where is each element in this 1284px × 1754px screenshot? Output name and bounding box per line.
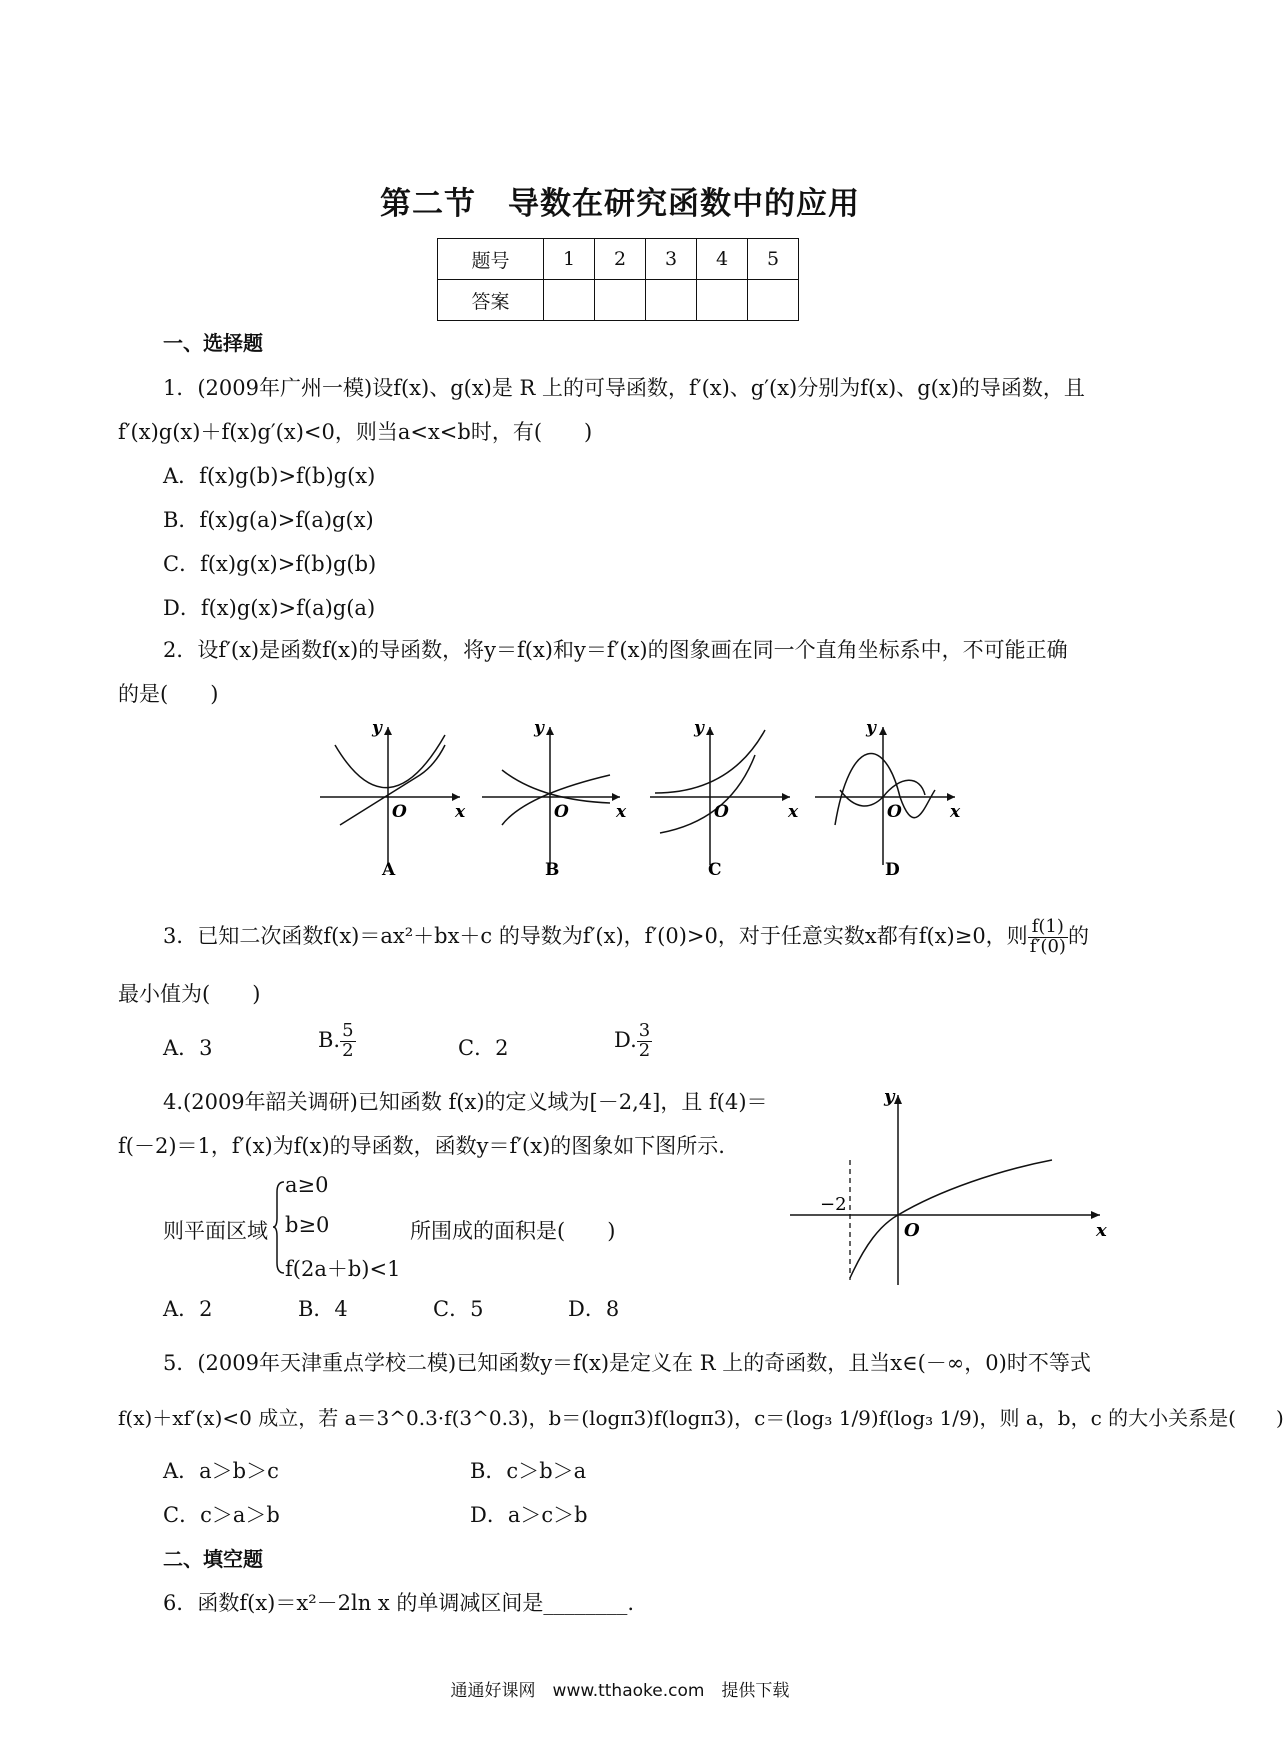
option-c: C．f(x)g(x)>f(b)g(b)	[163, 552, 377, 576]
answer-cell[interactable]	[646, 280, 697, 321]
origin-label: O	[904, 1220, 920, 1241]
option-a: A．a＞b＞c	[163, 1459, 279, 1483]
question-4-text: f(－2)＝1，f′(x)为f(x)的导函数，函数y＝f′(x)的图象如下图所示.	[118, 1134, 725, 1158]
question-5-text	[118, 1402, 1284, 1431]
option-b: B．4	[298, 1297, 348, 1321]
origin-label: O	[392, 802, 407, 822]
fraction-numerator: 3	[638, 1020, 651, 1041]
axis-label: y	[866, 718, 876, 738]
fraction-denominator: 2	[638, 1039, 651, 1061]
graph-label: A	[382, 860, 396, 880]
option-d: D．f(x)g(x)>f(a)g(a)	[163, 596, 376, 620]
question-2-text: 2．设f′(x)是函数f(x)的导函数，将y＝f(x)和y＝f′(x)的图象画在同一个直角坐标系中，不可能正确	[163, 638, 1068, 662]
table-cell: 2	[595, 239, 646, 280]
system-line: f(2a＋b)<1	[285, 1257, 401, 1281]
axis-label: y	[694, 718, 704, 738]
section-heading: 一、选择题	[163, 331, 263, 355]
option-prefix: B.	[318, 1027, 341, 1052]
option-c: C．c＞a＞b	[163, 1503, 280, 1527]
fraction-denominator: 2	[342, 1039, 354, 1061]
question-6-text: 6．函数f(x)＝x²－2ln x 的单调减区间是________.	[163, 1591, 635, 1615]
question-2-text: 的是( )	[118, 682, 219, 706]
question-5-part: f(x)＋xf′(x)<0 成立，若 a＝3^0.3·f(3^0.3)，b＝(logπ3)f(logπ3)，c＝	[118, 1406, 786, 1430]
graph-a	[320, 718, 466, 880]
fraction	[1028, 918, 1068, 957]
section-heading: 二、填空题	[163, 1547, 263, 1571]
graph-c	[650, 718, 799, 880]
brace-icon	[272, 1180, 286, 1275]
axis-label: x	[788, 802, 799, 822]
fraction	[637, 1022, 652, 1061]
system-line: b≥0	[285, 1213, 330, 1237]
question-5-text: 5．(2009年天津重点学校二模)已知函数y＝f(x)是定义在 R 上的奇函数，且当x∈(－∞，0)时不等式	[163, 1351, 1091, 1375]
option-a: A．2	[163, 1297, 213, 1321]
table-row	[438, 239, 799, 280]
option-b: B．c＞b＞a	[470, 1459, 587, 1483]
question-5-part: ，则 a，b，c 的大小关系是( )	[979, 1406, 1284, 1430]
axis-label: x	[950, 802, 961, 822]
derivative-graph-figure	[780, 1080, 1110, 1290]
answer-cell[interactable]	[697, 280, 748, 321]
page-footer: 通通好课网 www.tthaoke.com 提供下载	[450, 1681, 790, 1701]
option-a: A．3	[163, 1036, 213, 1060]
option-d: D．8	[568, 1297, 620, 1321]
option-d: D．a＞c＞b	[470, 1503, 588, 1527]
fraction-numerator: f(1)	[1028, 918, 1068, 938]
graph-d	[815, 718, 961, 880]
table-cell: 4	[697, 239, 748, 280]
graph-label: D	[885, 860, 900, 880]
fraction-numerator: 5	[342, 1020, 354, 1041]
axis-label: y	[372, 718, 382, 738]
tick-label: −2	[820, 1194, 847, 1215]
answer-table	[437, 238, 799, 321]
answer-cell[interactable]	[544, 280, 595, 321]
option-b: B．f(x)g(a)>f(a)g(x)	[163, 508, 374, 532]
question-4-lead: 则平面区域	[163, 1219, 268, 1243]
origin-label: O	[887, 802, 902, 822]
fraction-denominator: f′(0)	[1029, 935, 1066, 957]
question-4-tail: 所围成的面积是( )	[410, 1219, 616, 1243]
question-5-part: (log₃ 1/9)f(log₃ 1/9)	[785, 1406, 980, 1430]
question-1-text: f′(x)g(x)＋f(x)g′(x)<0，则当a<x<b时，有( )	[118, 420, 593, 444]
axis-label: y	[534, 718, 544, 738]
option-a: A．f(x)g(b)>f(b)g(x)	[163, 464, 376, 488]
question-3-text: 最小值为( )	[118, 982, 261, 1006]
option-prefix: D.	[614, 1027, 637, 1052]
question-3-line: 3．已知二次函数f(x)＝ax²＋bx＋c 的导数为f′(x)，f′(0)>0，对于任意实数x都有f(x)≥0，则	[163, 923, 1028, 948]
axis-label: x	[616, 802, 627, 822]
question-4-text: 4.(2009年韶关调研)已知函数 f(x)的定义域为[－2,4]，且 f(4)＝	[163, 1090, 768, 1114]
option-d	[614, 1022, 652, 1061]
table-cell: 1	[544, 239, 595, 280]
graph-label: B	[545, 860, 560, 880]
question-3-line: 的	[1067, 923, 1089, 948]
axis-label: x	[1096, 1220, 1107, 1241]
table-cell: 5	[748, 239, 799, 280]
table-row	[438, 280, 799, 321]
table-cell: 3	[646, 239, 697, 280]
answer-cell[interactable]	[595, 280, 646, 321]
option-b	[318, 1022, 356, 1061]
system-line: a≥0	[285, 1173, 329, 1197]
answer-cell[interactable]	[748, 280, 799, 321]
axis-label: y	[884, 1086, 895, 1107]
axis-label: x	[455, 802, 466, 822]
graph-b	[482, 718, 627, 880]
origin-label: O	[714, 802, 729, 822]
option-c: C．5	[433, 1297, 484, 1321]
origin-label: O	[554, 802, 569, 822]
table-cell: 题号	[438, 239, 544, 280]
table-cell: 答案	[438, 280, 544, 321]
fraction	[340, 1022, 355, 1061]
graph-options-figure	[310, 715, 970, 885]
page-title: 第二节 导数在研究函数中的应用	[380, 186, 860, 222]
graph-label: C	[708, 860, 722, 880]
option-c: C．2	[458, 1036, 509, 1060]
question-3-text	[163, 918, 1089, 957]
question-1-text: 1．(2009年广州一模)设f(x)、g(x)是 R 上的可导函数，f′(x)、g′(x)分别为f(x)、g(x)的导函数，且	[163, 376, 1085, 400]
